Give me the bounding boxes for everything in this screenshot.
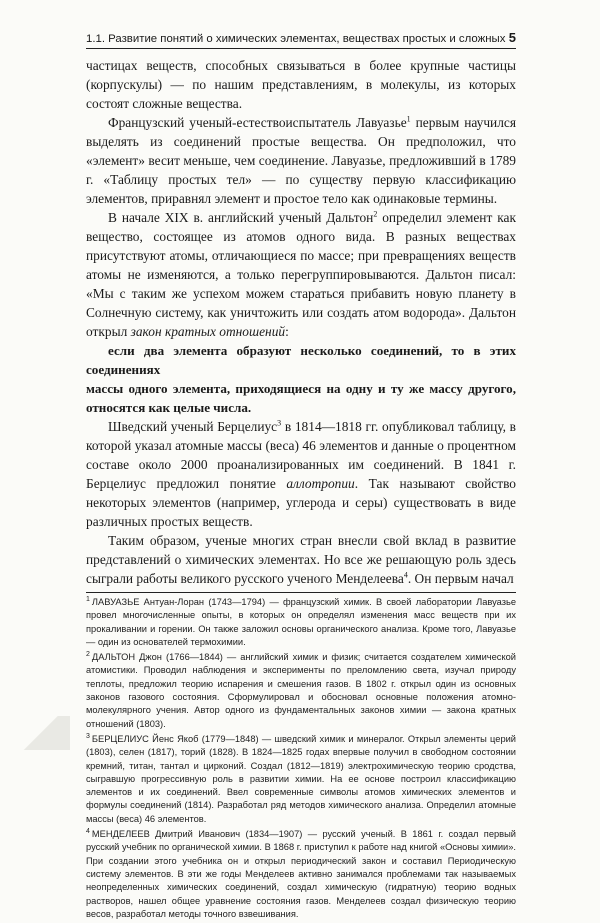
running-header (86, 30, 516, 49)
footnote-ref-2: 2 (373, 209, 378, 219)
law-name: закон кратных отношений (130, 324, 286, 339)
footnotes (86, 596, 516, 921)
footnote-divider (86, 592, 516, 593)
law-statement: если два элемента образуют несколько соединений, то в этих соединениях массы одного элемента, приходящиеся на одну и ту же массу другого, относятся как целые числа. (86, 343, 516, 415)
paragraph-1: частицах веществ, способных связываться в более крупные частицы (корпускулы) — по нашим представлениям, в молекулы, из которых состоят сложные вещества. (86, 58, 516, 111)
footnote-ref-1: 1 (406, 114, 411, 124)
footnote-1: $^1$ ЛАВУАЗЬЕ Антуан-Лоран (1743—1794) — французский химик. В своей лаборатории Лавуазье провел многочисленные опыты, в которых он определял изменения масс веществ при их прокаливании и горении. Он также заложил основы органического анализа. Кроме того, Лавуазье — один из основателей термохимии. (86, 595, 516, 647)
book-page (86, 30, 516, 923)
footnote-4: $^4$ МЕНДЕЛЕЕВ Дмитрий Иванович (1834—1907) — русский ученый. В 1861 г. создал первый русский учебник по органической химии. В 1868 г. приступил к работе над книгой «Основы химии». При создании этого учебника он и открыл периодический закон и составил Периодическую систему элементов. В эти же годы Менделеев активно занимался проблемами так называемых неопределенных химических соединений, создал химическую (гидратную) теорию водных растворов, нашел общее уравнение состояния газов. Менделеев создал физическую теорию весов, разработал методы точного взвешивания. (86, 827, 516, 919)
footnote-ref-3: 3 (277, 418, 282, 428)
paragraph-berzelius: Шведский ученый Берцелиус$^3$ в 1814—1818 гг. опубликовал таблицу, в которой указал атомные массы (веса) 46 элементов и данные о процентном составе около 2000 проанализированных им соединений. В 1841 г. Берцелиус предложил понятие аллотропии. Так называют свойство некоторых элементов (например, углерода и серы) существовать в виде различных простых веществ. (86, 418, 517, 529)
paragraph-mendeleev: Таким образом, ученые многих стран внесли свой вклад в развитие представлений о химических элементах. Но все же решающую роль здесь сыграли работы великого русского ученого Менделеева$^4$. Он первым начал (86, 533, 516, 586)
footnote-2: $^2$ ДАЛЬТОН Джон (1766—1844) — английский химик и физик; считается создателем химической атомистики. Проводил наблюдения и эксперименты по преломлению света, изучал природу теплоты, предложил теорию испарения и смешения газов. В 1802 г. открыл один из основных законов газового состояния. Сформулировал и обосновал основные положения атомно-молекулярного учения. Автор одного из фундаментальных законов химии — закона кратных отношений (1803). (86, 651, 516, 729)
paragraph-dalton: В начале XIX в. английский ученый Дальтон$^2$ определил элемент как вещество, состоящее из атомов одного вида. В разных веществах присутствуют атомы, отличающиеся по массе; при превращениях веществ атомы не изменяются, а только перегруппировываются. Дальтон писал: «Мы с таким же успехом можем стараться прибавить новую планету в Солнечную систему, как уничтожить или создать атом водорода». Дальтон открыл закон кратных отношений: (86, 209, 516, 339)
page-corner-fold (0, 716, 70, 750)
paragraph-lavoisier: Французский ученый-естествоиспытатель Лавуазье$^1$ первым научился выделять из соединений простые вещества. Он предположил, что «элемент» весит меньше, чем соединение. Лавуазье, предложивший в 1789 г. «Таблицу простых тел» — по существу первую классификацию элементов, приравнял элемент и простое тело как одинаковые термины. (86, 114, 517, 206)
section-title: 1.1. Развитие понятий о химических элементах, веществах простых и сложных (86, 33, 506, 45)
page-number: 5 (508, 30, 516, 45)
footnote-3: $^3$ БЕРЦЕЛИУС Йенс Якоб (1779—1848) — шведский химик и минералог. Открыл элементы церий (1803), селен (1817), торий (1828). В 1824—1825 годах впервые получил в свободном состоянии кремний, титан, тантал и цирконий. Создал (1812—1819) электрохимическую теорию сродства, сыгравшую прогрессивную роль в развитии химии. На ее основе построил классификацию элементов и их соединений. Ввел современные символы атомов химических элементов и формулы соединений (1814). Разработал ряд методов химического анализа. Определил атомные массы (веса) 46 элементов. (86, 732, 516, 824)
allotropy-term: аллотропии (286, 476, 355, 491)
footnote-ref-4: 4 (403, 570, 408, 580)
main-text (86, 56, 516, 588)
